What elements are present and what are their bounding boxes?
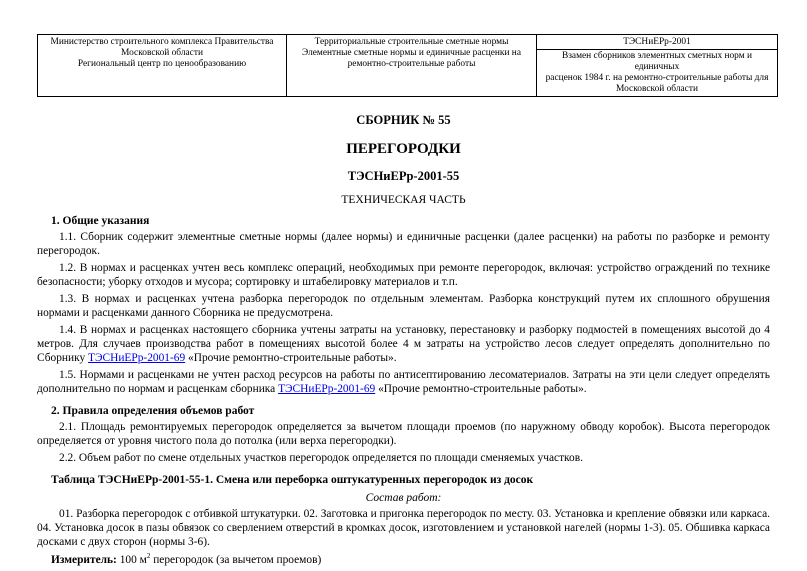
section2-heading: 2. Правила определения объемов работ <box>51 405 255 417</box>
section1-heading: 1. Общие указания <box>51 215 150 227</box>
header-region-line: Московской области <box>121 48 203 58</box>
paragraph-1-4-tail: «Прочие ремонтно-строительные работы». <box>185 352 397 364</box>
paragraph-1-5-text: 1.5. Нормами и расценками не учтен расход ресурсов на работы по антисептированию лесоматериалов. Затраты на эти цели следует определять дополнительно по нормам и расценкам сборника <box>37 369 770 395</box>
header-replaces-line: Московской области <box>616 84 698 94</box>
header-replaces-line: Взамен сборников элементных сметных норм и единичных <box>561 51 753 72</box>
header-elements-line: Элементные сметные нормы и единичные расценки на <box>302 48 521 58</box>
header-replaces-line: расценок 1984 г. на ремонтно-строительные работы для <box>545 73 769 83</box>
paragraph-1-5 <box>37 368 770 396</box>
header-replaces <box>537 50 777 96</box>
table-heading: Таблица ТЭСНиЕРр-2001-55-1. Смена или переборка оштукатуренных перегородок из досок <box>51 474 534 486</box>
unit-label: Измеритель: <box>51 554 117 566</box>
paragraph-1-2: 1.2. В нормах и расценках учтен весь комплекс операций, необходимых при ремонте перегородок, включая: устройство ограждений по технике безопасности; уборку отходов и мусора; сортировку и штабелировку материалов и т.п. <box>37 262 770 288</box>
link-tesnierr-69[interactable]: ТЭСНиЕРр-2001-69 <box>88 352 186 364</box>
unit-of-measure <box>37 554 770 566</box>
collection-title: СБОРНИК № 55 <box>356 113 451 127</box>
header-works-line: ремонтно-строительные работы <box>347 59 476 69</box>
header-norms-line: Территориальные строительные сметные нормы <box>314 37 509 47</box>
header-center-line: Региональный центр по ценообразованию <box>77 59 247 69</box>
link-tesnierr-69[interactable]: ТЭСНиЕРр-2001-69 <box>278 383 376 395</box>
paragraph-1-1: 1.1. Сборник содержит элементные сметные нормы (далее нормы) и единичные расценки (далее расценки) на работы по разборке и ремонту перегородок. <box>37 231 770 257</box>
works-composition-label: Состав работ: <box>365 492 442 504</box>
header-ministry-cell <box>38 35 287 97</box>
paragraph-2-1: 2.1. Площадь ремонтируемых перегородок определяется за вычетом площади проемов (по наружному обводу коробок). Высота перегородок определяется от уровня чистого пола до потолка (или верха перегородки). <box>37 421 770 447</box>
works-composition-text: 01. Разборка перегородок с отбивкой штукатурки. 02. Заготовка и пригонка перегородок по месту. 03. Установка и крепление обвязки или каркаса. 04. Установка досок в пазы обвязок со сверлением отверстий в кромках досок, изготовлением и установкой нагелей (нормы 1-3). 05. Обшивка каркаса досками с двух сторон (нормы 3-6). <box>37 508 770 548</box>
unit-value-tail: перегородок (за вычетом проемов) <box>150 554 322 566</box>
paragraph-1-4 <box>37 323 770 365</box>
paragraph-1-3: 1.3. В нормах и расценках учтена разборка перегородок по отдельным элементам. Разборка конструкций путем их сплошного обрушения нормами и расценками данного Сборника не предусмотрена. <box>37 293 770 319</box>
collection-name: ПЕРЕГОРОДКИ <box>346 141 461 157</box>
paragraph-2-2: 2.2. Объем работ по смене отдельных участков перегородок определяется по площади сменяемых участков. <box>59 452 583 464</box>
header-table <box>37 34 778 97</box>
header-code-cell <box>537 35 778 97</box>
header-norms-cell <box>287 35 537 97</box>
paragraph-1-5-tail: «Прочие ремонтно-строительные работы». <box>375 383 587 395</box>
header-code: ТЭСНиЕРр-2001 <box>537 35 777 50</box>
unit-superscript: 2 <box>146 552 151 561</box>
collection-code: ТЭСНиЕРр-2001-55 <box>347 169 460 183</box>
document-page <box>37 34 770 566</box>
unit-value: 100 м <box>116 554 147 566</box>
header-ministry-line: Министерство строительного комплекса Правительства <box>50 37 274 47</box>
technical-part-title: ТЕХНИЧЕСКАЯ ЧАСТЬ <box>341 194 466 206</box>
paragraph-1-4-text: 1.4. В нормах и расценках настоящего сборника учтены затраты на установку, перестановку и разборку подмостей в помещениях высотой до 4 метров. Для случаев производства работ в помещениях высотой более 4 м затраты на устройство лесов следует определять дополнительно по Сборнику <box>37 324 770 364</box>
